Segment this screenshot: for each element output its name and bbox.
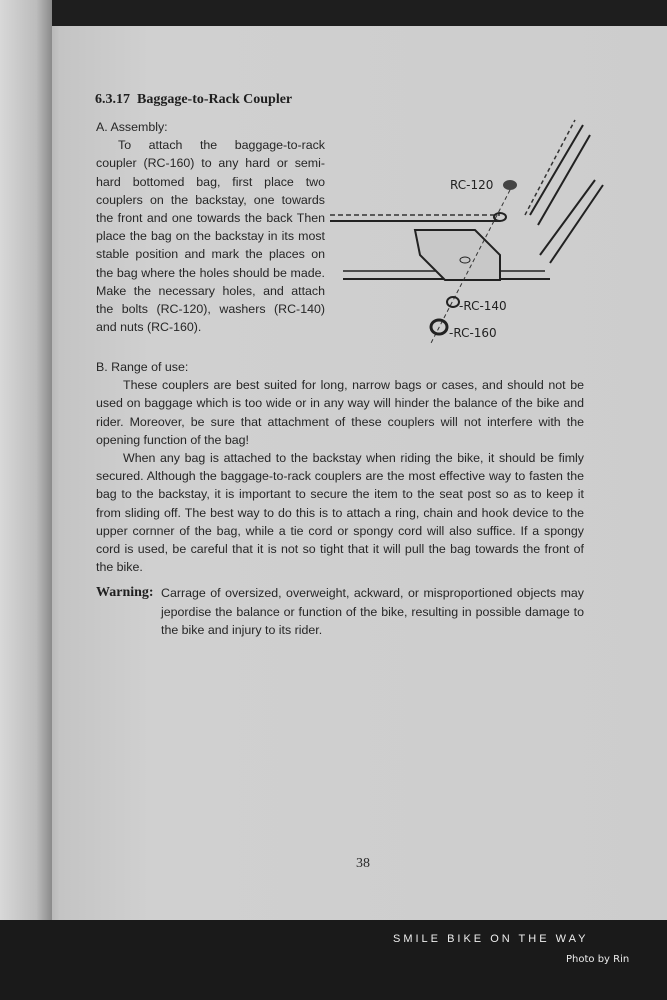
assembly-text: To attach the baggage-to-rack coupler (RC-160) to any hard or semi-hard bottomed bag, first place two couplers on the backstay, one towards the front and one towards the back Then place the bag on the backstay in its most stable position and mark the places on the bag where the holes should be made. Make the necessary holes, and attach the bolts (RC-120), washers (RC-140) and nuts (RC-160). [96, 138, 325, 335]
watermark-credit: Photo by Rin [566, 954, 630, 965]
label-rc-120: RC-120 [450, 178, 494, 192]
range-paragraph-2: When any bag is attached to the backstay when riding the bike, it should be fimly secured. Although the baggage-to-rack couplers are the most effective way to fasten the bag to the backstay, it is important to secure the item to the seat post so as to keep it from sliding off. The best way to do this is to attach a ring, chain and hook device to the upper cornner of the bag, while a tie cord or spongy cord will also suffice. If a spongy cord is used, be careful that it is not so tight that it will pull the bag towards the front of the bike. [96, 451, 584, 575]
assembly-heading: A. Assembly: [96, 120, 168, 134]
page-number: 38 [356, 856, 370, 871]
dark-background-top [0, 0, 667, 28]
section-title: Baggage-to-Rack Coupler [137, 92, 293, 107]
page-content [96, 118, 584, 639]
label-rc-160: -RC-160 [449, 326, 497, 340]
section-heading [95, 92, 292, 108]
left-page-edge [0, 0, 52, 960]
label-rc-140: -RC-140 [459, 299, 507, 313]
warning-text: Carrage of oversized, overweight, ackward, or misproportioned objects may jepordise the balance or function of the bike, resulting in possible damage to the bike and injury to its rider. [161, 586, 584, 637]
warning-row [96, 584, 584, 639]
section-number: 6.3.17 [95, 92, 130, 107]
range-paragraph-1: These couplers are best suited for long, narrow bags or cases, and should not be used on baggage which is too wide or in any way will hinder the balance of the bike and rider. Moreover, be sure that attachment of these couplers will not interfere with the opening function of the bag! [96, 378, 584, 447]
diagram-container [325, 118, 584, 358]
coupler-diagram [325, 115, 605, 350]
warning-label: Warning: [96, 585, 154, 601]
watermark-title: SMILE BIKE ON THE WAY [393, 933, 589, 945]
range-heading: B. Range of use: [96, 360, 189, 374]
